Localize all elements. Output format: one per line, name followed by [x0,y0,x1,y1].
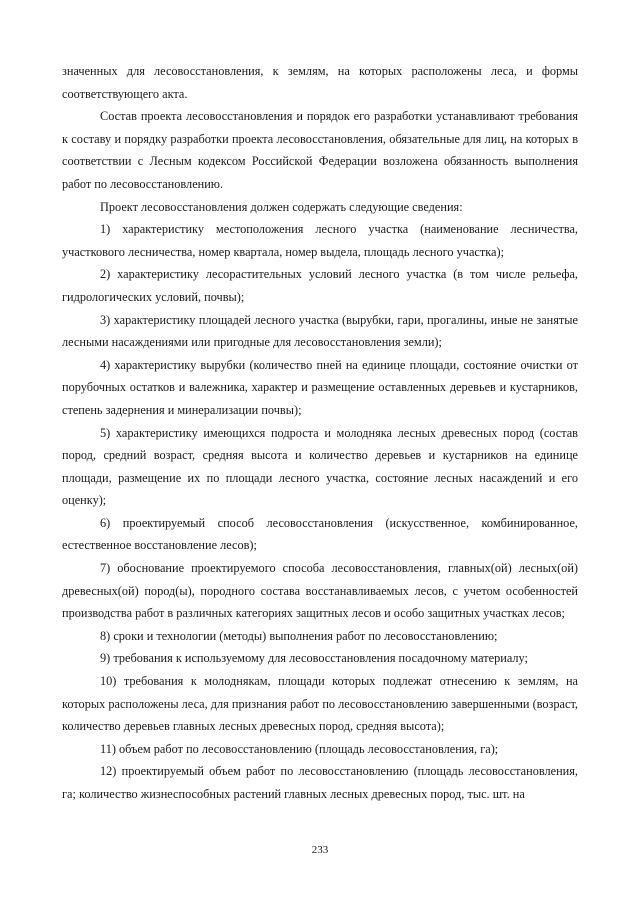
list-item-10: 10) требования к молоднякам, площади которых подлежат отнесению к землям, на которых расположены леса, для признания работ по лесовосстановлению завершенными (возраст, количество деревьев главных лесных древесных пород, средняя высота); [62,674,578,734]
list-item-3: 3) характеристику площадей лесного участка (вырубки, гари, прогалины, иные не занятые лесными насаждениями или пригодные для лесовосстановления земли); [62,312,578,350]
paragraph-continuation: значенных для лесовосстановления, к землям, на которых расположены леса, и формы соответствующего акта. [62,64,578,101]
page-number: 233 [311,844,329,856]
list-item-4: 4) характеристику вырубки (количество пней на единице площади, состояние очистки от порубочных остатков и валежника, характер и размещение оставленных деревьев и кустарников, степень задернения и минерализации почвы); [62,357,578,417]
list-item-5: 5) характеристику имеющихся подроста и молодняка лесных древесных пород (состав пород, средний возраст, средняя высота и количество деревьев и кустарников на единице площади, размещение их по площади лесного участка, состояние лесных насаждений и его оценку); [62,425,578,508]
paragraph-project-composition: Состав проекта лесовосстановления и порядок его разработки устанавливают требования к составу и порядку разработки проекта лесовосстановления, обязательные для лиц, на которых в соответствии с Лесным кодексом Российской Федерации возложена обязанность выполнения работ по лесовосстановлению. [62,109,578,191]
paragraph-project-contents-intro: Проект лесовосстановления должен содержать следующие сведения: [100,199,463,214]
list-item-12: 12) проектируемый объем работ по лесовосстановлению (площадь лесовосстановления, га; количество жизнеспособных растений главных лесных древесных пород, тыс. шт. на [62,764,578,801]
list-item-2: 2) характеристику лесорастительных условий лесного участка (в том числе рельефа, гидрологических условий, почвы); [62,267,578,304]
list-item-11: 11) объем работ по лесовосстановлению (площадь лесовосстановления, га); [100,741,499,756]
list-item-6: 6) проектируемый способ лесовосстановления (искусственное, комбинированное, естественное восстановление лесов); [62,515,578,553]
list-item-8: 8) сроки и технологии (методы) выполнения работ по лесовосстановлению; [100,628,498,643]
list-item-1: 1) характеристику местоположения лесного участка (наименование лесничества, участкового лесничества, номер квартала, номер выдела, площадь лесного участка); [62,222,578,259]
list-item-7: 7) обоснование проектируемого способа лесовосстановления, главных(ой) лесных(ой) древесных(ой) пород(ы), породного состава восстанавливаемых лесов, с учетом особенностей производства работ в различных категориях защитных лесов и особо защитных участках лесов; [62,561,578,621]
list-item-9: 9) требования к используемому для лесовосстановления посадочному материалу; [100,651,528,666]
body-text [62,60,578,806]
